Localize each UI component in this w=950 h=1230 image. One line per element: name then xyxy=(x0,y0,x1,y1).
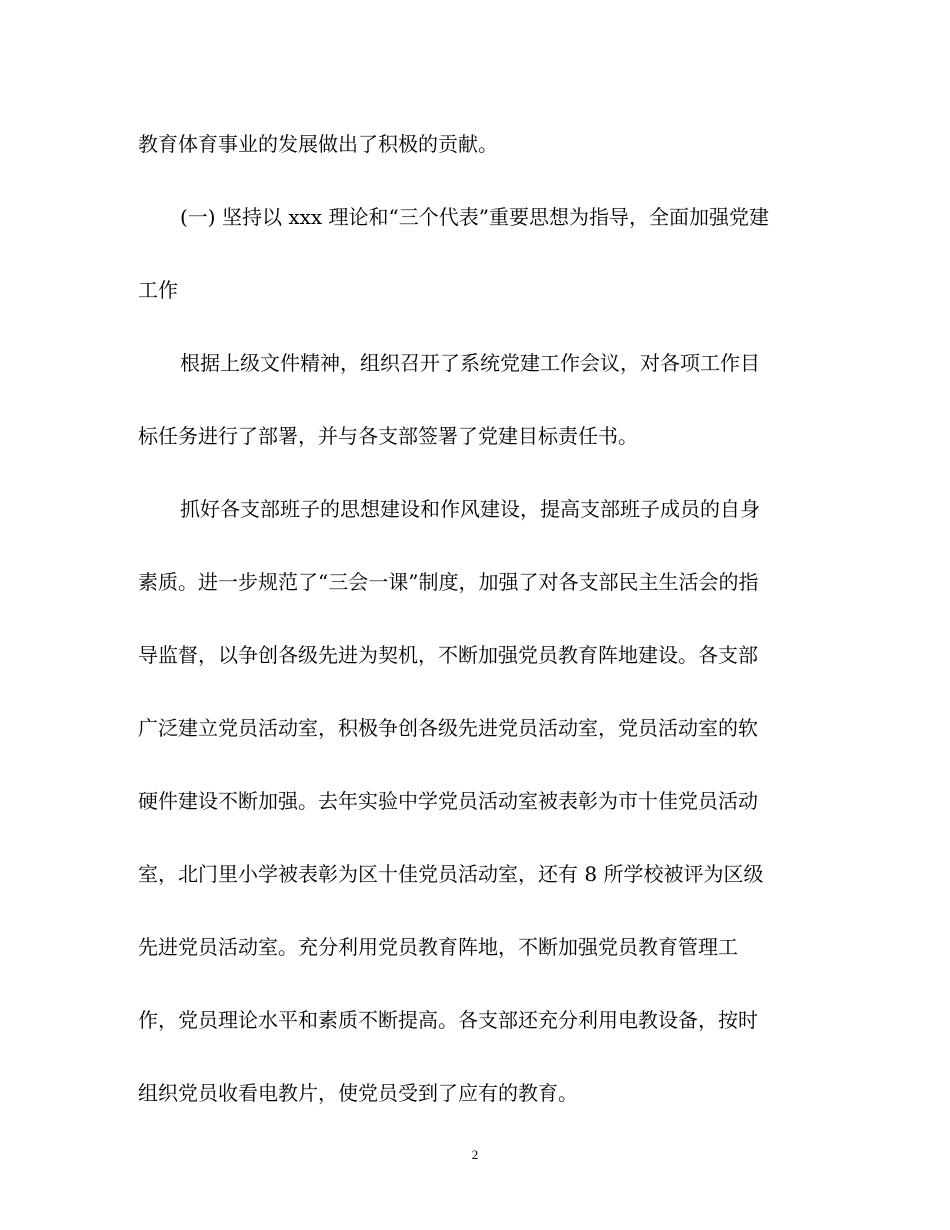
paragraph-line: 作，党员理论水平和素质不断提高。各支部还充分利用电教设备，按时 xyxy=(138,1008,758,1032)
paragraph-line: 室，北门里小学被表彰为区十佳党员活动室，还有 8 所学校被评为区级 xyxy=(138,862,764,886)
paragraph-line: 硬件建设不断加强。去年实验中学党员活动室被表彰为市十佳党员活动 xyxy=(138,789,758,813)
paragraph-line: 抓好各支部班子的思想建设和作风建设，提高支部班子成员的自身 xyxy=(180,497,760,521)
paragraph-line: 先进党员活动室。充分利用党员教育阵地，不断加强党员教育管理工 xyxy=(138,935,738,959)
paragraph-line: 标任务进行了部署，并与各支部签署了党建目标责任书。 xyxy=(138,424,638,448)
paragraph-line: 根据上级文件精神，组织召开了系统党建工作会议，对各项工作目 xyxy=(180,351,760,375)
paragraph-line: 广泛建立党员活动室，积极争创各级先进党员活动室，党员活动室的软 xyxy=(138,716,758,740)
paragraph-line: 素质。进一步规范了“三会一课”制度，加强了对各支部民主生活会的指 xyxy=(138,570,759,594)
paragraph-line: 导监督，以争创各级先进为契机，不断加强党员教育阵地建设。各支部 xyxy=(138,643,758,667)
section-heading-line: (一) 坚持以 xxx 理论和“三个代表”重要思想为指导，全面加强党建 xyxy=(180,205,769,229)
paragraph-line: 教育体育事业的发展做出了积极的贡献。 xyxy=(138,132,498,156)
section-heading-line: 工作 xyxy=(138,278,178,302)
paragraph-line: 组织党员收看电教片，使党员受到了应有的教育。 xyxy=(138,1081,578,1105)
page-number: 2 xyxy=(471,1147,479,1162)
